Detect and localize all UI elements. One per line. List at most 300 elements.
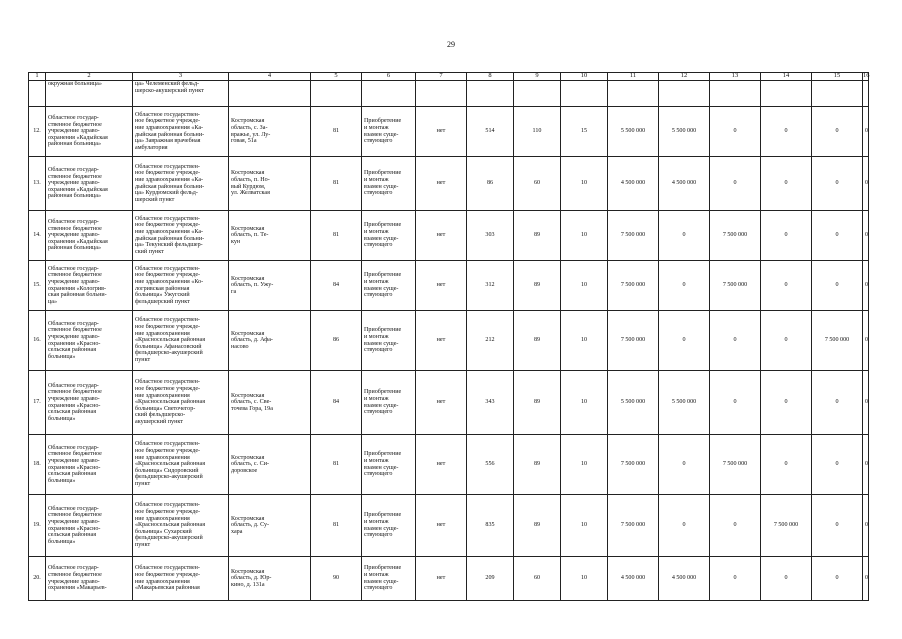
amount-cell: 0: [659, 311, 710, 371]
work-line: ствующего: [364, 585, 393, 592]
address-line: хара: [231, 528, 243, 535]
work-type-cell: [362, 311, 416, 371]
value-cell: нет: [416, 371, 467, 435]
column-number-cell: 7: [416, 73, 467, 81]
work-line: ствующего: [364, 347, 393, 354]
value-cell: 89: [514, 371, 561, 435]
amount-cell: 0: [863, 557, 869, 601]
address-line: область, д. Афа-: [231, 337, 273, 344]
object-line: акушерский пункт: [135, 418, 183, 425]
customer-line: Областное государ-: [48, 219, 99, 226]
address-line: точева Гора, 19а: [231, 405, 273, 412]
object-line: фельдшерский пункт: [135, 298, 190, 305]
customer-line: сельская районная: [48, 347, 96, 354]
amount-cell: 0: [812, 495, 863, 557]
customer-line: охранения «Кадыйская: [48, 186, 108, 193]
value-cell: 10: [561, 311, 608, 371]
amount-cell: 0: [761, 311, 812, 371]
work-line: ствующего: [364, 409, 393, 416]
amount-cell: [761, 81, 812, 107]
customer-line: больница»: [48, 477, 76, 484]
value-cell: 10: [561, 435, 608, 495]
value-cell: 81: [311, 157, 362, 211]
customer-line: Областное государ-: [48, 382, 99, 389]
amount-cell: 0: [659, 435, 710, 495]
amount-cell: 0: [812, 557, 863, 601]
work-line: и монтаж: [364, 176, 389, 183]
object-cell: [133, 371, 229, 435]
customer-cell: [46, 157, 133, 211]
work-line: взамен суще-: [364, 525, 399, 532]
customer-line: Областное государ-: [48, 265, 99, 272]
object-cell: [133, 435, 229, 495]
amount-cell: [608, 81, 659, 107]
amount-cell: 0: [863, 311, 869, 371]
object-line: ние здравоохранения «Ко-: [135, 278, 204, 285]
column-number-cell: 2: [46, 73, 133, 81]
object-line: Областное государствен-: [135, 565, 200, 572]
object-line: пункт: [135, 356, 151, 363]
work-line: ствующего: [364, 292, 393, 299]
object-line: ное бюджетное учрежде-: [135, 386, 201, 393]
table-row: [29, 371, 869, 435]
amount-cell: 7 500 000: [608, 211, 659, 261]
work-line: взамен суще-: [364, 578, 399, 585]
amount-cell: 0: [863, 435, 869, 495]
work-line: ствующего: [364, 190, 393, 197]
amount-cell: 0: [710, 311, 761, 371]
value-cell: 84: [311, 371, 362, 435]
work-line: и монтаж: [364, 278, 389, 285]
value-cell: 514: [467, 107, 514, 157]
customer-line: охранения «Красно-: [48, 340, 101, 347]
object-line: ние здравоохранения: [135, 454, 190, 461]
address-cell: [229, 495, 311, 557]
customer-line: ственное бюджетное: [48, 327, 102, 334]
object-line: Областное государствен-: [135, 502, 200, 509]
customer-line: учреждение здраво-: [48, 278, 100, 285]
amount-cell: 0: [659, 495, 710, 557]
address-line: га: [231, 288, 237, 295]
address-line: Костромская: [231, 330, 265, 337]
amount-cell: 7 500 000: [710, 261, 761, 311]
column-number-cell: 16: [863, 72, 870, 80]
object-line: ние здравоохранения «Ка-: [135, 176, 204, 183]
customer-line: районная больница»: [48, 141, 102, 148]
work-line: взамен суще-: [364, 340, 399, 347]
customer-line: окружная больница»: [48, 81, 102, 87]
value-cell: [467, 81, 514, 107]
object-line: ное бюджетное учрежде-: [135, 170, 201, 177]
amount-cell: 7 500 000: [608, 311, 659, 371]
address-line: область, с. Си-: [231, 461, 270, 468]
address-line: кино, д. 131а: [231, 581, 265, 588]
address-line: область, д. Су-: [231, 522, 270, 529]
work-line: и монтаж: [364, 395, 389, 402]
work-line: Приобретение: [364, 118, 402, 125]
value-cell: 89: [514, 311, 561, 371]
object-line: ное бюджетное учрежде-: [135, 272, 201, 279]
customer-cell: [46, 311, 133, 371]
row-number-cell: 18.: [29, 435, 46, 495]
customer-line: учреждение здраво-: [48, 457, 100, 464]
value-cell: [514, 81, 561, 107]
value-cell: нет: [416, 107, 467, 157]
address-cell: [229, 435, 311, 495]
value-cell: нет: [416, 557, 467, 601]
object-line: Областное государствен-: [135, 111, 200, 118]
value-cell: 89: [514, 435, 561, 495]
amount-cell: 0: [863, 107, 869, 157]
amount-cell: 7 500 000: [608, 495, 659, 557]
value-cell: 81: [311, 107, 362, 157]
work-line: взамен суще-: [364, 285, 399, 292]
amount-cell: 0: [659, 211, 710, 261]
address-line: Костромская: [231, 568, 265, 575]
amount-cell: 0: [710, 157, 761, 211]
value-cell: [311, 81, 362, 107]
value-cell: 81: [311, 495, 362, 557]
work-type-cell: [362, 371, 416, 435]
amount-cell: 0: [812, 107, 863, 157]
work-line: и монтаж: [364, 333, 389, 340]
customer-line: ственное бюджетное: [48, 225, 102, 232]
table-row: [29, 211, 869, 261]
value-cell: 15: [561, 107, 608, 157]
amount-cell: [812, 81, 863, 107]
table-row: [29, 261, 869, 311]
object-line: больница» Ужугский: [135, 292, 190, 299]
work-type-cell: [362, 495, 416, 557]
value-cell: 212: [467, 311, 514, 371]
table-row: [29, 557, 869, 601]
address-line: область, с. Све-: [231, 399, 272, 406]
address-cell: [229, 557, 311, 601]
customer-line: учреждение здраво-: [48, 180, 100, 187]
amount-cell: 7 500 000: [710, 211, 761, 261]
column-number-cell: 3: [133, 73, 229, 81]
object-line: ное бюджетное учрежде-: [135, 222, 201, 229]
work-type-cell: [362, 107, 416, 157]
object-line: дыйская районная больни-: [135, 131, 205, 138]
address-line: доровское: [231, 467, 258, 474]
customer-line: охранения «Красно-: [48, 525, 101, 532]
object-line: фельдшерско-акушерский: [135, 474, 203, 481]
value-cell: [561, 81, 608, 107]
amount-cell: 0: [863, 211, 869, 261]
work-type-cell: [362, 435, 416, 495]
value-cell: 81: [311, 211, 362, 261]
customer-line: учреждение здраво-: [48, 232, 100, 239]
work-line: Приобретение: [364, 512, 402, 519]
table-row: [29, 81, 869, 107]
object-line: больница» Светочегор-: [135, 405, 196, 412]
amount-cell: 0: [710, 371, 761, 435]
customer-cell: [46, 435, 133, 495]
customer-line: учреждение здраво-: [48, 333, 100, 340]
value-cell: 10: [561, 261, 608, 311]
value-cell: 312: [467, 261, 514, 311]
value-cell: 10: [561, 157, 608, 211]
value-cell: 556: [467, 435, 514, 495]
object-line: фельдшерско-акушерский: [135, 535, 203, 542]
work-line: Приобретение: [364, 170, 402, 177]
customer-line: ственное бюджетное: [48, 571, 102, 578]
value-cell: нет: [416, 261, 467, 311]
object-line: ца» Завражная врачебная: [135, 138, 201, 145]
work-line: и монтаж: [364, 457, 389, 464]
object-line: Областное государствен-: [135, 265, 200, 272]
object-line: Областное государствен-: [135, 379, 200, 386]
object-line: ние здравоохранения: [135, 392, 190, 399]
value-cell: 84: [311, 261, 362, 311]
row-number-cell: [29, 81, 46, 107]
object-line: дыйская районная больни-: [135, 235, 205, 242]
amount-cell: 0: [812, 435, 863, 495]
column-number-cell: 8: [467, 73, 514, 81]
column-number-cell: 13: [710, 73, 761, 81]
object-line: «Красносельская районная: [135, 522, 206, 529]
address-line: Костромская: [231, 170, 265, 177]
page-number: 29: [447, 40, 455, 49]
address-cell: [229, 107, 311, 157]
customer-cell: [46, 261, 133, 311]
column-number-cell: 6: [362, 73, 416, 81]
amount-cell: [659, 81, 710, 107]
object-line: «Красносельская районная: [135, 337, 206, 344]
work-line: Приобретение: [364, 222, 402, 229]
object-line: ние здравоохранения: [135, 515, 190, 522]
value-cell: 89: [514, 261, 561, 311]
amount-cell: 0: [812, 371, 863, 435]
amount-cell: 5 500 000: [659, 107, 710, 157]
value-cell: нет: [416, 211, 467, 261]
object-cell: [133, 495, 229, 557]
work-line: и монтаж: [364, 571, 389, 578]
work-line: ствующего: [364, 471, 393, 478]
object-line: больница» Сидоровский: [135, 467, 199, 474]
object-line: Областное государствен-: [135, 441, 200, 448]
object-cell: [133, 557, 229, 601]
customer-line: сельская районная: [48, 471, 96, 478]
object-line: логривская районная: [135, 285, 190, 292]
amount-cell: 4 500 000: [608, 157, 659, 211]
customer-line: охранения «Красно-: [48, 402, 101, 409]
customer-line: охранения «Макарьев-: [48, 585, 107, 592]
table-body: [29, 73, 869, 601]
object-line: «Красносельская районная: [135, 399, 206, 406]
data-table: [28, 72, 869, 601]
address-line: область, с. За-: [231, 124, 268, 131]
object-line: ное бюджетное учрежде-: [135, 571, 201, 578]
amount-cell: 0: [659, 261, 710, 311]
object-line: ние здравоохранения «Ка-: [135, 228, 204, 235]
object-line: Областное государствен-: [135, 215, 200, 222]
object-line: «Красносельская районная: [135, 461, 206, 468]
customer-cell: [46, 557, 133, 601]
amount-cell: 0: [863, 261, 869, 311]
address-line: вый Курдюм,: [231, 183, 266, 190]
object-cell: [133, 311, 229, 371]
work-type-cell: [362, 211, 416, 261]
amount-cell: 0: [710, 107, 761, 157]
table-row: [29, 311, 869, 371]
object-line: шерско-акушерский пункт: [135, 87, 204, 94]
amount-cell: 7 500 000: [608, 435, 659, 495]
value-cell: 60: [514, 157, 561, 211]
customer-cell: [46, 107, 133, 157]
row-number-cell: 16.: [29, 311, 46, 371]
address-line: насово: [231, 343, 249, 350]
column-number-cell: 12: [659, 73, 710, 81]
amount-cell: 0: [761, 107, 812, 157]
customer-line: Областное государ-: [48, 320, 99, 327]
object-cell: [133, 107, 229, 157]
object-line: ский пункт: [135, 248, 164, 255]
amount-cell: 0: [863, 495, 869, 557]
object-cell: [133, 261, 229, 311]
object-line: больница» Афанасовский: [135, 343, 202, 350]
row-number-cell: 15.: [29, 261, 46, 311]
customer-line: ственное бюджетное: [48, 173, 102, 180]
value-cell: 81: [311, 435, 362, 495]
customer-line: Областное государ-: [48, 565, 99, 572]
customer-line: ская районная больни-: [48, 292, 107, 299]
amount-cell: [863, 81, 869, 107]
column-number-cell: 1: [29, 73, 46, 81]
object-line: ца» Текунский фельдшер-: [135, 242, 203, 249]
column-number-cell: 11: [608, 73, 659, 81]
value-cell: 10: [561, 557, 608, 601]
value-cell: 10: [561, 371, 608, 435]
amount-cell: 5 500 000: [608, 371, 659, 435]
object-line: ное бюджетное учрежде-: [135, 509, 201, 516]
value-cell: нет: [416, 311, 467, 371]
value-cell: 60: [514, 557, 561, 601]
address-cell: [229, 81, 311, 107]
value-cell: 209: [467, 557, 514, 601]
address-line: область, п. Ужу-: [231, 282, 274, 289]
object-line: ное бюджетное учрежде-: [135, 448, 201, 455]
customer-cell: [46, 81, 133, 107]
amount-cell: 0: [761, 435, 812, 495]
work-type-cell: [362, 81, 416, 107]
object-line: фельдшерско-акушерский: [135, 350, 203, 357]
customer-line: сельская районная: [48, 409, 96, 416]
address-line: Костромская: [231, 118, 265, 125]
object-line: пункт: [135, 480, 151, 487]
amount-cell: 0: [863, 157, 869, 211]
address-line: Костромская: [231, 454, 265, 461]
object-line: ное бюджетное учрежде-: [135, 324, 201, 331]
row-number-cell: 20.: [29, 557, 46, 601]
amount-cell: 5 500 000: [608, 107, 659, 157]
amount-cell: 0: [812, 261, 863, 311]
value-cell: 89: [514, 495, 561, 557]
row-number-cell: 13.: [29, 157, 46, 211]
value-cell: [416, 81, 467, 107]
column-number-cell: 10: [561, 73, 608, 81]
column-number-cell: 9: [514, 73, 561, 81]
address-line: ул. Желватская: [231, 190, 270, 197]
address-line: вражье, ул. Лу-: [231, 131, 271, 138]
row-number-cell: 14.: [29, 211, 46, 261]
amount-cell: 4 500 000: [659, 157, 710, 211]
object-line: ца» Курдюмский фельд-: [135, 190, 198, 197]
amount-cell: 0: [761, 211, 812, 261]
customer-line: больница»: [48, 538, 76, 545]
table-row: [29, 435, 869, 495]
customer-line: охранения «Кадыйская: [48, 238, 108, 245]
work-line: взамен суще-: [364, 131, 399, 138]
address-cell: [229, 371, 311, 435]
customer-line: Областное государ-: [48, 444, 99, 451]
column-number-row: [29, 73, 869, 81]
object-cell: [133, 211, 229, 261]
customer-line: учреждение здраво-: [48, 578, 100, 585]
address-line: область, п. Но-: [231, 176, 270, 183]
work-line: ствующего: [364, 532, 393, 539]
column-number-cell: 5: [311, 73, 362, 81]
work-line: Приобретение: [364, 272, 402, 279]
address-line: кун: [231, 238, 241, 245]
amount-cell: 0: [863, 371, 869, 435]
work-line: взамен суще-: [364, 402, 399, 409]
row-number-cell: 17.: [29, 371, 46, 435]
work-line: Приобретение: [364, 389, 402, 396]
amount-cell: [710, 81, 761, 107]
amount-cell: 5 500 000: [659, 371, 710, 435]
customer-line: районная больница»: [48, 245, 102, 252]
work-line: и монтаж: [364, 124, 389, 131]
work-line: и монтаж: [364, 518, 389, 525]
table-row: [29, 107, 869, 157]
customer-line: больница»: [48, 415, 76, 422]
row-number-cell: 19.: [29, 495, 46, 557]
value-cell: нет: [416, 435, 467, 495]
customer-line: Областное государ-: [48, 167, 99, 174]
amount-cell: 0: [812, 157, 863, 211]
object-line: ное бюджетное учрежде-: [135, 118, 201, 125]
work-line: Приобретение: [364, 451, 402, 458]
customer-line: больница»: [48, 353, 76, 360]
value-cell: нет: [416, 157, 467, 211]
object-line: шерский пункт: [135, 196, 175, 203]
customer-line: учреждение здраво-: [48, 128, 100, 135]
amount-cell: 0: [710, 495, 761, 557]
value-cell: 86: [467, 157, 514, 211]
amount-cell: 0: [710, 557, 761, 601]
column-number-cell: 14: [761, 73, 812, 81]
amount-cell: 7 500 000: [761, 495, 812, 557]
amount-cell: 0: [761, 157, 812, 211]
address-cell: [229, 157, 311, 211]
customer-line: учреждение здраво-: [48, 518, 100, 525]
value-cell: 10: [561, 495, 608, 557]
work-type-cell: [362, 557, 416, 601]
work-line: ствующего: [364, 242, 393, 249]
address-line: Костромская: [231, 515, 265, 522]
customer-line: охранения «Кологрив-: [48, 285, 107, 292]
customer-cell: [46, 495, 133, 557]
customer-line: ца»: [48, 298, 58, 305]
object-line: «Макарьевская районная: [135, 585, 200, 592]
value-cell: 10: [561, 211, 608, 261]
object-line: ние здравоохранения «Ка-: [135, 124, 204, 131]
object-line: Областное государствен-: [135, 163, 200, 170]
value-cell: 110: [514, 107, 561, 157]
object-line: дыйская районная больни-: [135, 183, 205, 190]
